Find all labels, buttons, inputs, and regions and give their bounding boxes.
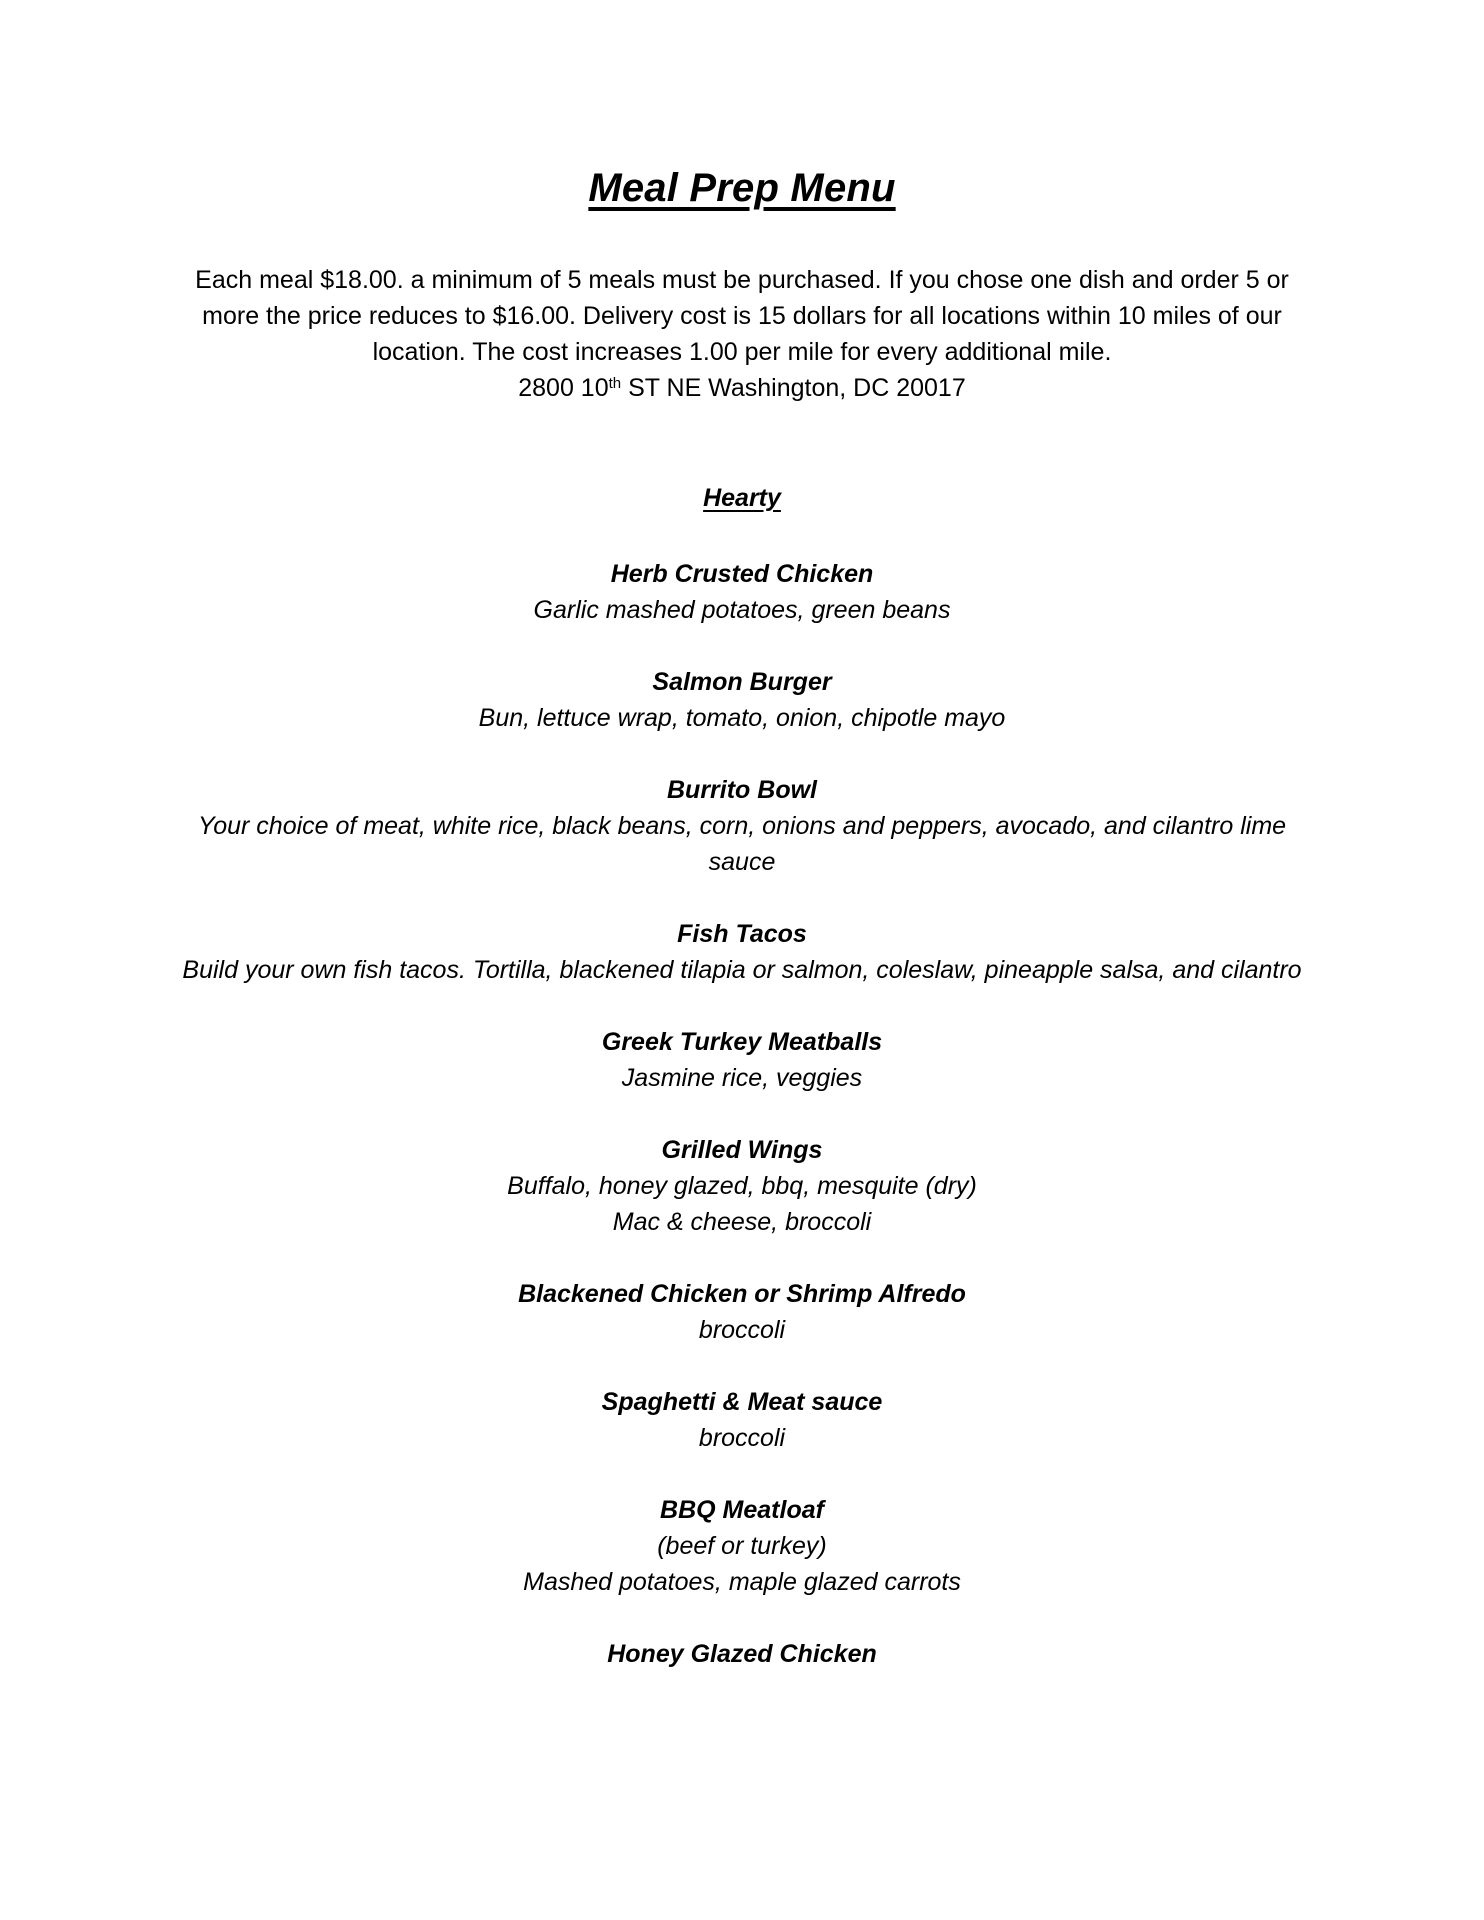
menu-item-description: Mashed potatoes, maple glazed carrots bbox=[523, 1568, 961, 1596]
menu-item-name: Fish Tacos bbox=[677, 920, 807, 948]
menu-item-list bbox=[170, 556, 1314, 1708]
menu-item-name: Spaghetti & Meat sauce bbox=[601, 1388, 883, 1416]
pricing-delivery-text: Each meal $18.00. a minimum of 5 meals must be purchased. If you chose one dish and order 5 or more the price reduces to $16.00. Delivery cost is 15 dollars for all locations within 10 miles of our location. The cost increases 1.00 per mile for every additional mile. bbox=[195, 266, 1289, 366]
menu-item bbox=[170, 1492, 1314, 1600]
menu-item-description: Mac & cheese, broccoli bbox=[612, 1208, 872, 1236]
menu-item-description: Build your own fish tacos. Tortilla, blackened tilapia or salmon, coleslaw, pineapple salsa, and cilantro bbox=[182, 956, 1302, 984]
menu-item bbox=[170, 1132, 1314, 1240]
menu-item bbox=[170, 556, 1314, 628]
menu-item bbox=[170, 1024, 1314, 1096]
page-title: Meal Prep Menu bbox=[588, 166, 896, 210]
menu-item-description: (beef or turkey) bbox=[657, 1532, 827, 1560]
address-suffix: th bbox=[608, 375, 622, 392]
menu-item-description: broccoli bbox=[698, 1424, 786, 1452]
menu-item-name: Burrito Bowl bbox=[667, 776, 817, 804]
address bbox=[170, 370, 1314, 406]
menu-item-name: BBQ Meatloaf bbox=[660, 1496, 824, 1524]
section-heading-hearty: Hearty bbox=[703, 484, 781, 512]
menu-item bbox=[170, 916, 1314, 988]
menu-item-description: broccoli bbox=[698, 1316, 786, 1344]
menu-item bbox=[170, 1384, 1314, 1456]
menu-item-description: Jasmine rice, veggies bbox=[621, 1064, 863, 1092]
intro-block bbox=[170, 262, 1314, 406]
menu-item-name: Honey Glazed Chicken bbox=[607, 1640, 877, 1668]
menu-item-description: Your choice of meat, white rice, black beans, corn, onions and peppers, avocado, and cilantro lime sauce bbox=[197, 812, 1287, 876]
menu-item bbox=[170, 1636, 1314, 1672]
menu-item-description: Bun, lettuce wrap, tomato, onion, chipotle mayo bbox=[478, 704, 1006, 732]
menu-item-description: Buffalo, honey glazed, bbq, mesquite (dry) bbox=[507, 1172, 977, 1200]
menu-item bbox=[170, 664, 1314, 736]
menu-item bbox=[170, 772, 1314, 880]
menu-item bbox=[170, 1276, 1314, 1348]
menu-item-name: Greek Turkey Meatballs bbox=[601, 1028, 883, 1056]
menu-item-description: Garlic mashed potatoes, green beans bbox=[533, 596, 951, 624]
menu-item-name: Herb Crusted Chicken bbox=[610, 560, 874, 588]
menu-item-name: Blackened Chicken or Shrimp Alfredo bbox=[518, 1280, 966, 1308]
address-number: 2800 10 bbox=[518, 374, 609, 402]
menu-item-name: Salmon Burger bbox=[652, 668, 832, 696]
menu-item-name: Grilled Wings bbox=[661, 1136, 823, 1164]
address-rest: ST NE Washington, DC 20017 bbox=[621, 374, 966, 402]
